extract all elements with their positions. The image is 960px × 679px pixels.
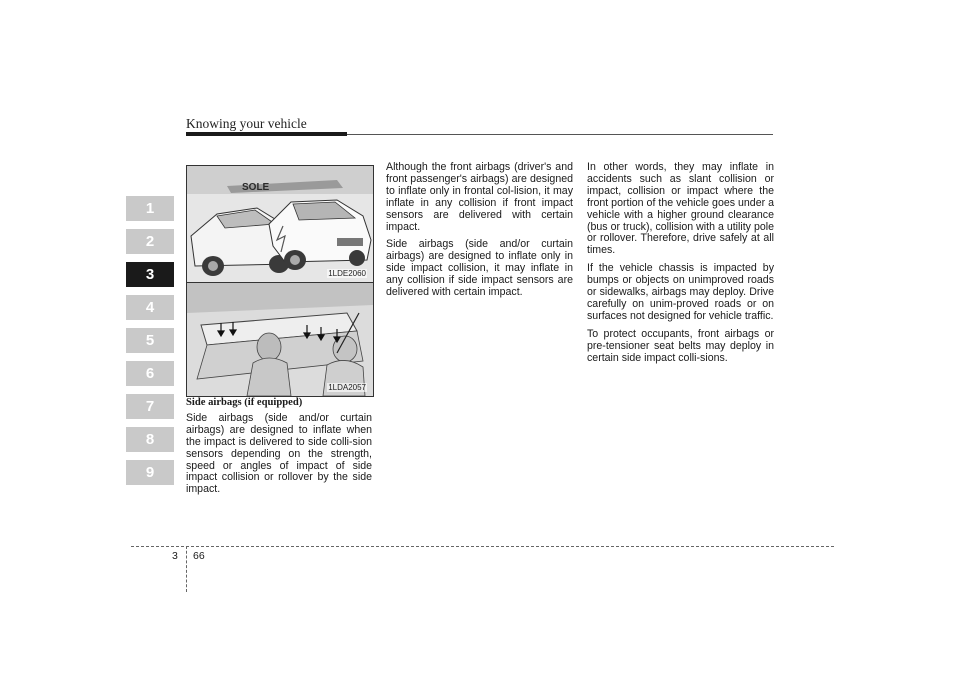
chapter-tab-1[interactable]: 1 <box>126 196 174 221</box>
figure-interior-curtain-airbag <box>186 282 374 397</box>
paragraph: To protect occupants, front airbags or pre-tensioner seat belts may deploy in certain side impact colli-sions. <box>587 327 774 364</box>
header-rule-thin <box>347 134 773 135</box>
text-column-1 <box>186 397 372 502</box>
footer-page-number: 66 <box>193 550 205 562</box>
chapter-tab-2[interactable]: 2 <box>126 229 174 254</box>
chapter-tab-8[interactable]: 8 <box>126 427 174 452</box>
footer-divider <box>131 546 834 547</box>
figure-code-label: 1LDE2060 <box>328 269 366 278</box>
figure-cars-side-airbag <box>186 165 374 283</box>
chapter-tab-4[interactable]: 4 <box>126 295 174 320</box>
page-header-title: Knowing your vehicle <box>186 116 307 131</box>
chapter-tab-3[interactable]: 3 <box>126 262 174 287</box>
svg-text:SOLE: SOLE <box>242 182 270 193</box>
text-column-3 <box>587 162 774 371</box>
chapter-tab-7[interactable]: 7 <box>126 394 174 419</box>
footer-vertical-divider <box>186 546 187 592</box>
header-rule-thick <box>186 132 347 136</box>
paragraph: Side airbags (side and/or curtain airbags) are designed to inflate only in side impact collision, it may inflate in any collision if side impact sensors are delivered with certain impact. <box>386 238 573 299</box>
paragraph: Although the front airbags (driver's and front passenger's airbags) are designed to inflate only in frontal col-lision, it may inflate in any collision if front impact sensors are delivered with certain impact. <box>386 161 573 233</box>
text-column-2 <box>386 162 573 305</box>
footer-chapter-number: 3 <box>172 550 178 562</box>
paragraph: If the vehicle chassis is impacted by bumps or objects on unimproved roads or sidewalks, airbags may deploy. Drive carefully on unim-proved roads or on surfaces not designed for vehicle traffic. <box>587 262 774 322</box>
section-heading-side-airbags: Side airbags (if equipped) <box>186 397 303 408</box>
cars-illustration <box>187 166 373 282</box>
chapter-tab-6[interactable]: 6 <box>126 361 174 386</box>
figure-code-label: 1LDA2057 <box>328 383 366 392</box>
paragraph: In other words, they may inflate in accidents such as slant collision or impact, collision or impact where the front portion of the vehicle goes under a vehicle with a higher ground clearance (bus or truck), collision with a utility pole or rollover. Therefore, drive safely at all times. <box>587 161 774 257</box>
chapter-tab-9[interactable]: 9 <box>126 460 174 485</box>
interior-illustration <box>187 283 373 396</box>
paragraph: Side airbags (side and/or curtain airbags) are designed to inflate when the impact is delivered to side colli-sion sensors depending on the strength, speed or angles of impact of side impact collision or rollover by the side impact. <box>186 411 372 496</box>
chapter-tab-5[interactable]: 5 <box>126 328 174 353</box>
